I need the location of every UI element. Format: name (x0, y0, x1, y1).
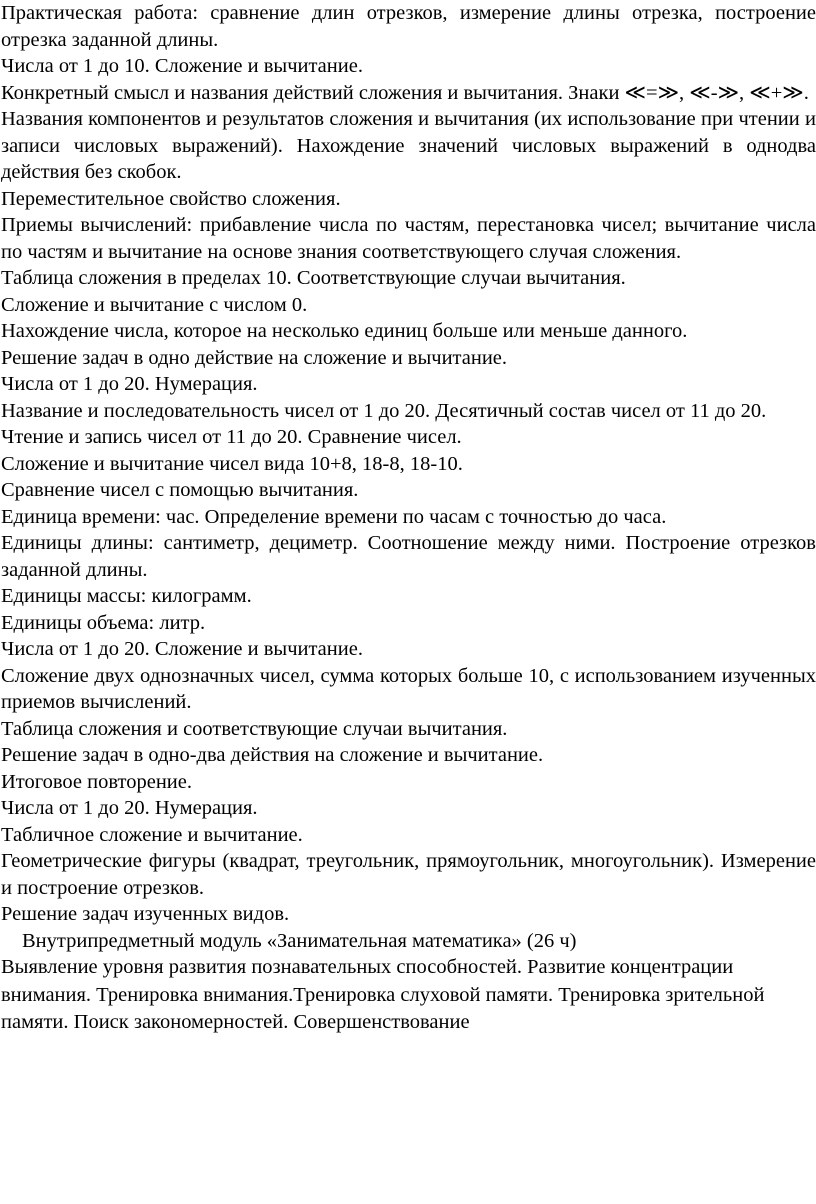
paragraph: Решение задач изученных видов. (1, 903, 290, 925)
paragraph: Геометрические фигуры (квадрат, треугольник, прямоугольник, многоугольник). Измерение и построение отрезков. (1, 850, 816, 899)
paragraph: Решение задач в одно действие на сложение и вычитание. (1, 346, 508, 369)
section-heading: Итоговое повторение. (1, 770, 192, 793)
paragraph: Выявление уровня развития познавательных способностей. Развитие концентрации внимания. Тренировка внимания.Тренировка слуховой памяти. Тренировка зрительной памяти. Поиск закономерностей. Совершенствование (1, 956, 765, 1033)
paragraph: Нахождение числа, которое на несколько единиц больше или меньше данного. (1, 320, 688, 342)
paragraph: Числа от 1 до 20. Нумерация. (1, 797, 258, 819)
paragraph: Единицы массы: килограмм. (1, 585, 252, 607)
module-heading: Внутрипредметный модуль «Занимательная математика» (26 ч) (22, 929, 577, 952)
paragraph: Практическая работа: сравнение длин отрезков, измерение длины отрезка, построение отрезка заданной длины. (1, 2, 816, 51)
section-heading: Числа от 1 до 20. Сложение и вычитание. (1, 638, 363, 660)
paragraph: Приемы вычислений: прибавление числа по частям, перестановка чисел; вычитание числа по частям и вычитание на основе знания соответствующего случая сложения. (1, 214, 816, 263)
paragraph: Табличное сложение и вычитание. (1, 823, 303, 846)
paragraph: Сложение и вычитание с числом 0. (1, 293, 308, 316)
paragraph: Названия компонентов и результатов сложения и вычитания (их использование при чтении и записи числовых выражений). Нахождение значений числовых выражений в однодва действия без скобок. (1, 108, 816, 183)
paragraph: Решение задач в одно-два действия на сложение и вычитание. (1, 744, 544, 766)
paragraph: Сравнение чисел с помощью вычитания. (1, 479, 359, 501)
paragraph: Переместительное свойство сложения. (1, 187, 341, 210)
paragraph: Единица времени: час. Определение времени по часам с точностью до часа. (1, 505, 667, 528)
paragraph: Сложение и вычитание чисел вида 10+8, 18-8, 18-10. (1, 452, 463, 475)
paragraph: Чтение и запись чисел от 11 до 20. Сравнение чисел. (1, 426, 462, 448)
paragraph: Название и последовательность чисел от 1 до 20. Десятичный состав чисел от 11 до 20. (1, 399, 767, 422)
paragraph: Сложение двух однозначных чисел, сумма которых больше 10, с использованием изученных приемов вычислений. (1, 664, 816, 713)
paragraph: Конкретный смысл и названия действий сложения и вычитания. Знаки ≪=≫, ≪-≫, ≪+≫. (1, 81, 809, 104)
section-heading: Числа от 1 до 20. Нумерация. (1, 373, 258, 395)
section-heading: Числа от 1 до 10. Сложение и вычитание. (1, 55, 363, 77)
paragraph: Таблица сложения в пределах 10. Соответствующие случаи вычитания. (1, 267, 626, 289)
paragraph: Единицы длины: сантиметр, дециметр. Соотношение между ними. Построение отрезков заданной длины. (1, 532, 816, 581)
paragraph: Таблица сложения и соответствующие случаи вычитания. (1, 717, 508, 740)
paragraph: Единицы объема: литр. (1, 611, 206, 634)
